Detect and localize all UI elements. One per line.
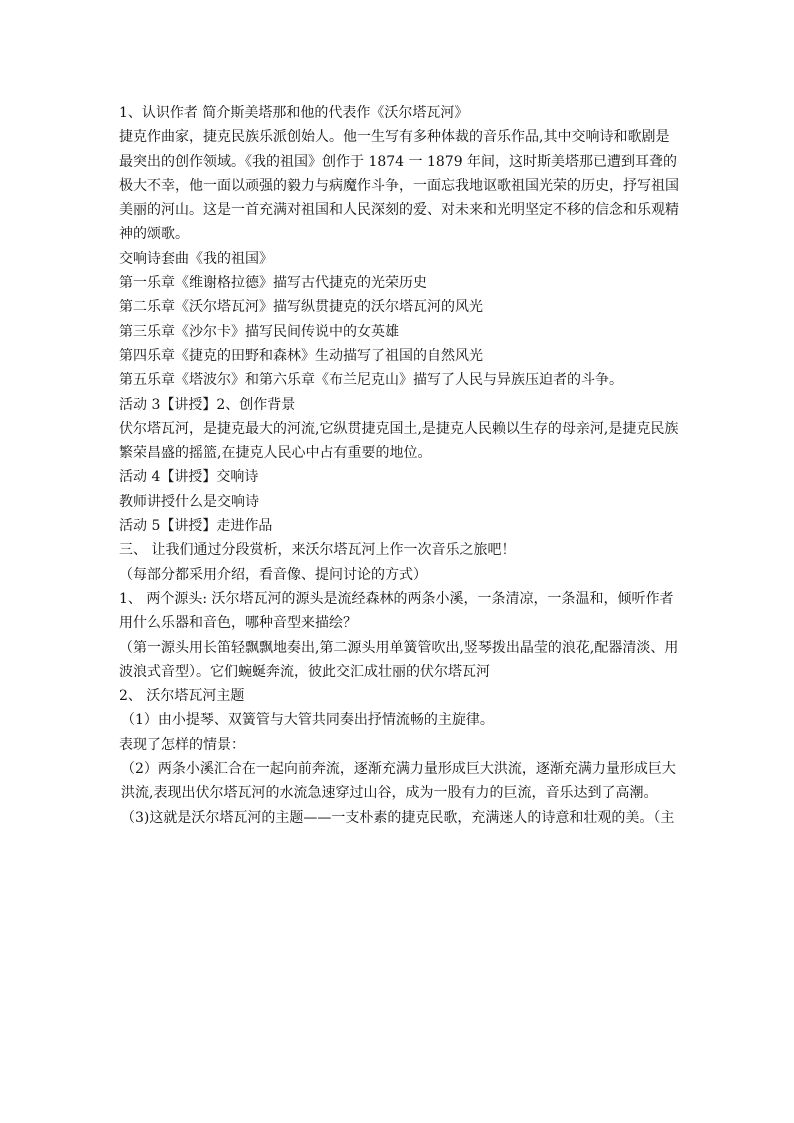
movement-5-6-line: 第五乐章《塔波尔》和第六乐章《布兰尼克山》描写了人民与异族压迫者的斗争。 bbox=[119, 372, 623, 389]
activity-3-heading: 活动 3【讲授】2、创作背景 bbox=[119, 396, 296, 413]
activity-5-heading: 活动 5【讲授】走进作品 bbox=[119, 518, 273, 535]
movement-3-line: 第三乐章《沙尔卡》描写民间传说中的女英雄 bbox=[119, 323, 399, 340]
movement-1-line: 第一乐章《维谢格拉德》描写古代捷克的光荣历史 bbox=[119, 275, 427, 292]
symphonic-poem-line: 教师讲授什么是交响诗 bbox=[119, 493, 259, 510]
theme-point-3: （3)这就是沃尔塔瓦河的主题——一支朴素的捷克民歌，充满迷人的诗意和壮观的美。（主 bbox=[121, 809, 675, 826]
section-three-heading: 三、 让我们通过分段赏析，来沃尔塔瓦河上作一次音乐之旅吧！ bbox=[119, 542, 516, 559]
background-paragraph: 伏尔塔瓦河，是捷克最大的河流,它纵贯捷克国土,是捷克人民赖以生存的母亲河,是捷克民族繁荣昌盛的摇篮,在捷克人民心中占有重要的地位。 bbox=[119, 420, 679, 462]
movement-4-line: 第四乐章《捷克的田野和森林》生动描写了祖国的自然风光 bbox=[119, 347, 483, 364]
method-note-line: （每部分都采用介绍，看音像、提问讨论的方式） bbox=[119, 566, 427, 583]
main-theme-heading: 2、 沃尔塔瓦河主题 bbox=[119, 688, 245, 705]
two-sources-answer-paragraph: （第一源头用长笛轻飘飘地奏出,第二源头用单簧管吹出,竖琴拨出晶莹的浪花,配器清淡、用波浪式音型）。它们蜿蜒奔流，彼此交汇成壮丽的伏尔塔瓦河 bbox=[119, 639, 679, 680]
activity-4-heading: 活动 4【讲授】交响诗 bbox=[119, 469, 259, 486]
scene-question-line: 表现了怎样的情景： bbox=[119, 736, 245, 753]
document-body bbox=[119, 101, 679, 830]
theme-point-2: （2）两条小溪汇合在一起向前奔流，逐渐充满力量形成巨大洪流，逐渐充满力量形成巨大洪流,表现出伏尔塔瓦河的水流急速穿过山谷，成为一股有力的巨流，音乐达到了高潮。 bbox=[121, 761, 676, 802]
theme-point-1: （1）由小提琴、双簧管与大管共同奏出抒情流畅的主旋律。 bbox=[121, 712, 494, 729]
movement-2-line: 第二乐章《沃尔塔瓦河》描写纵贯捷克的沃尔塔瓦河的风光 bbox=[119, 299, 483, 316]
author-intro-paragraph: 捷克作曲家，捷克民族乐派创始人。他一生写有多种体裁的音乐作品,其中交响诗和歌剧是最突出的创作领域。《我的祖国》创作于 1874 一 1879 年间，这时斯美塔那已遭到耳聋的极大不幸，他一面以顽强的毅力与病魔作斗争，一面忘我地讴歌祖国光荣的历史，抒写祖国美丽的河山。这是一首充满对祖国和人民深刻的爱、对未来和光明坚定不移的信念和乐观精神的颂歌。 bbox=[119, 129, 679, 243]
section-heading-author: 1、认识作者 简介斯美塔那和他的代表作《沃尔塔瓦河》 bbox=[119, 105, 469, 121]
suite-title-line: 交响诗套曲《我的祖国》 bbox=[119, 250, 273, 267]
two-sources-paragraph: 1、 两个源头: 沃尔塔瓦河的源头是流经森林的两条小溪，一条清凉，一条温和，倾听作者用什么乐器和音色，哪种音型来描绘？ bbox=[119, 590, 674, 632]
